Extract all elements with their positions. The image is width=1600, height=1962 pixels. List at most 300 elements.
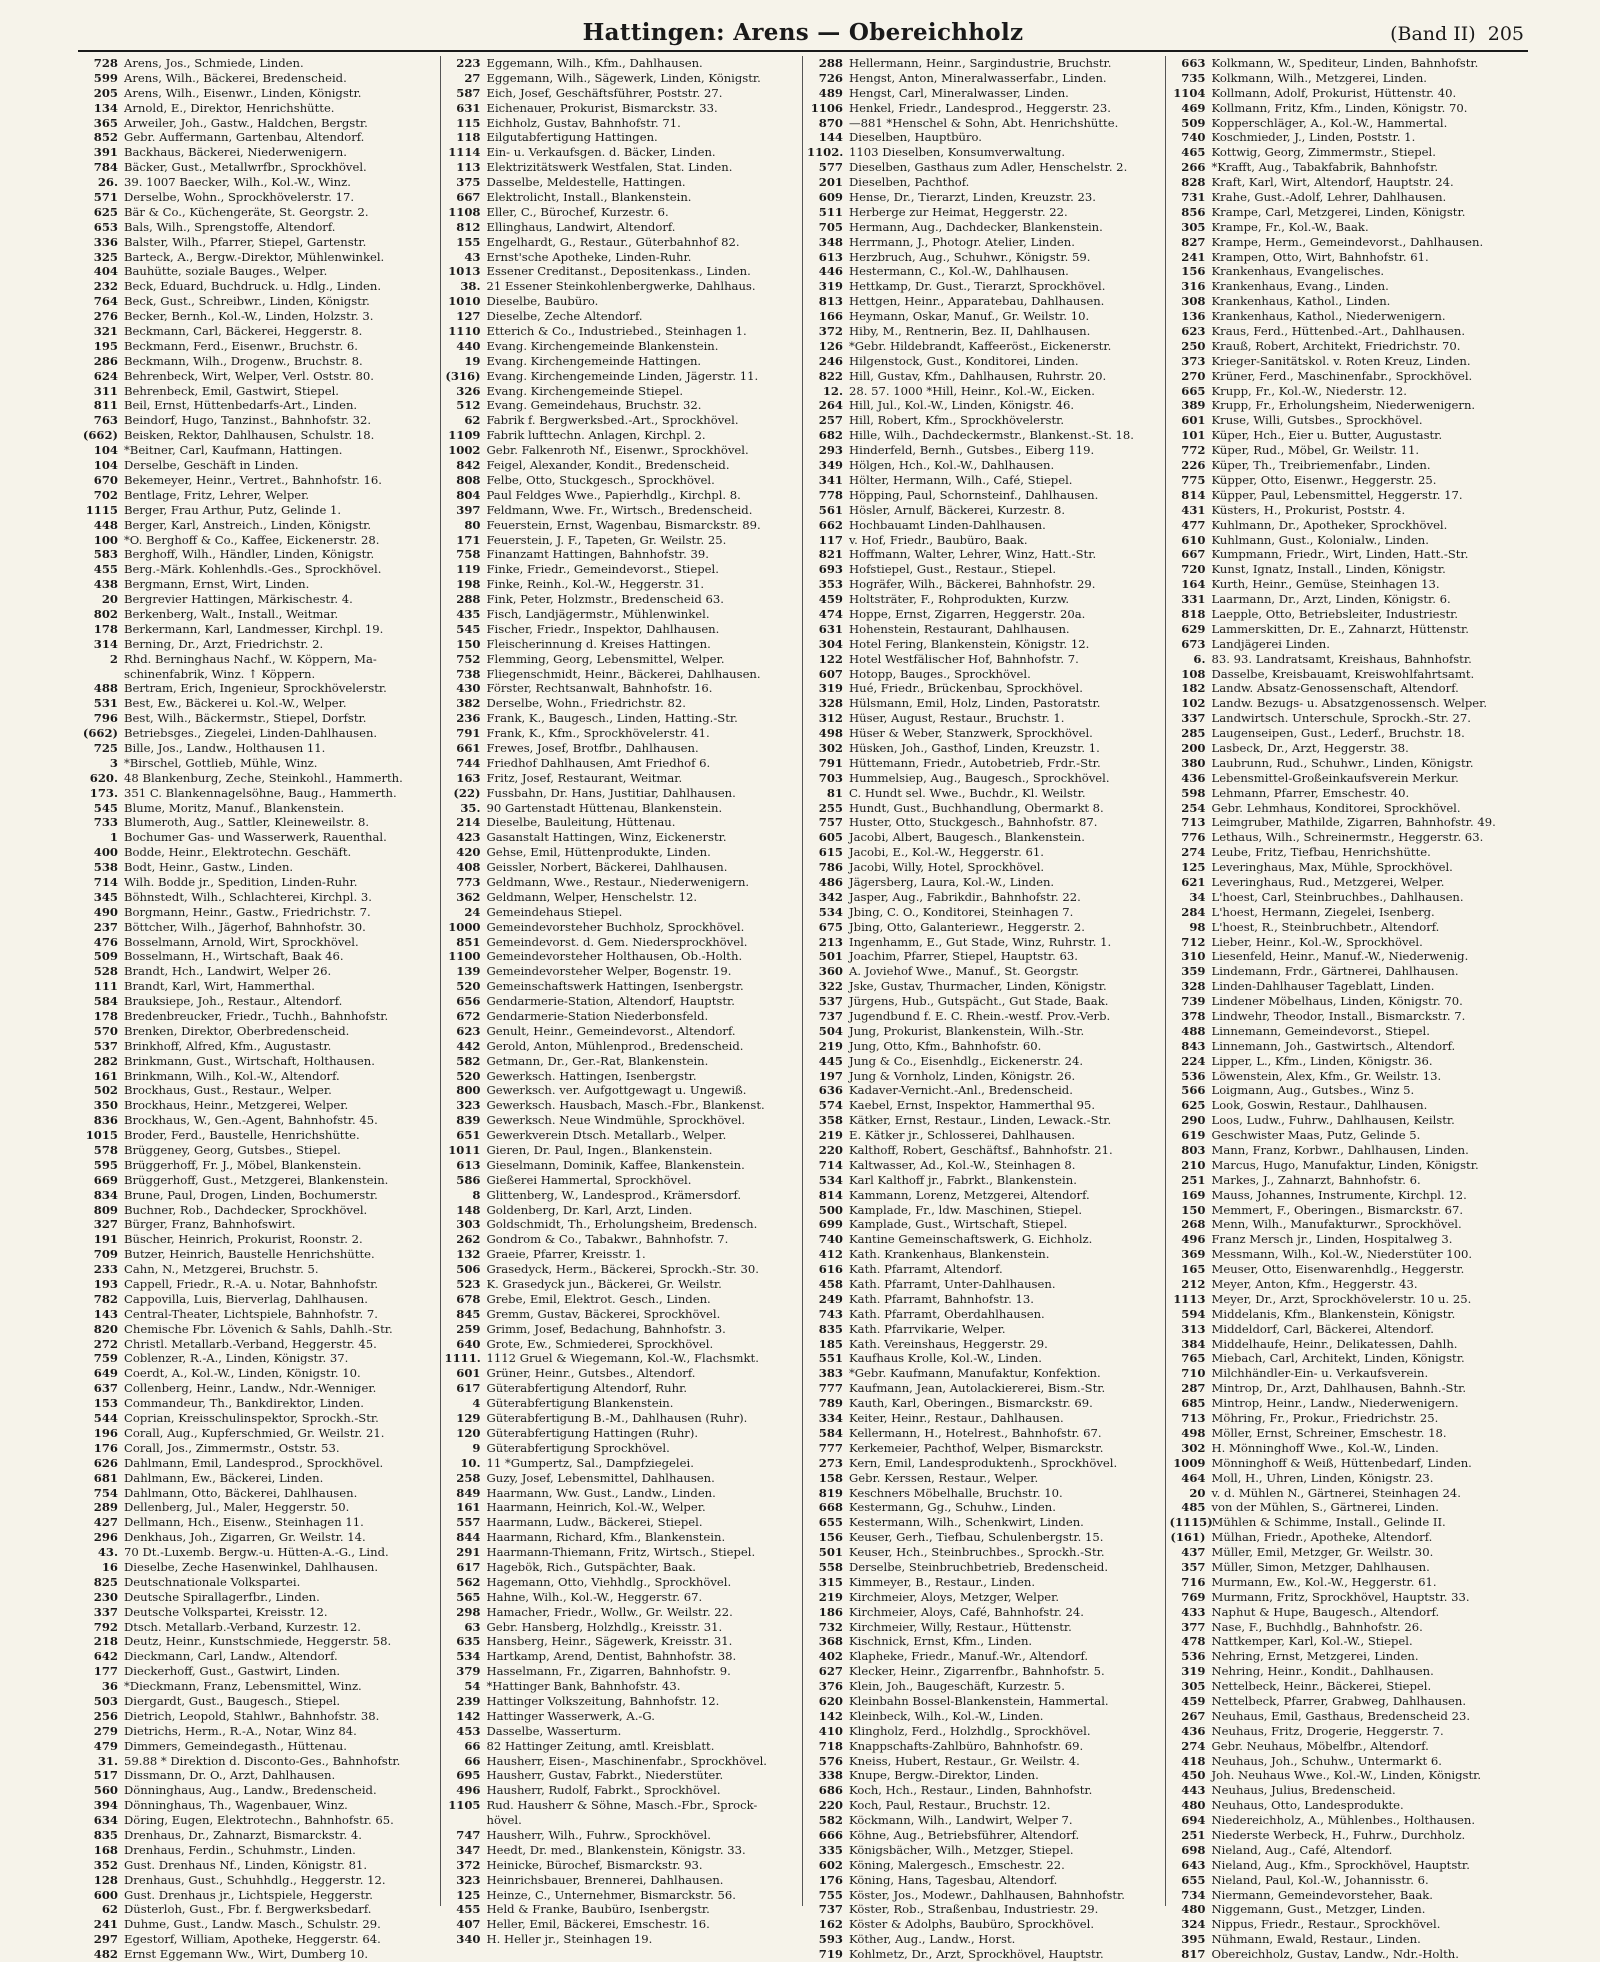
entry-phone-number: 605 bbox=[818, 830, 843, 845]
directory-entry bbox=[82, 1366, 436, 1381]
directory-entry bbox=[1170, 1292, 1525, 1307]
entry-phone-number: 738 bbox=[456, 666, 481, 681]
entry-text: Bertram, Erich, Ingenieur, Sprockhövelerstr. bbox=[124, 681, 387, 696]
entry-phone-number: 297 bbox=[93, 1932, 118, 1947]
entry-text: Mönninghoff & Weiß, Hüttenbedarf, Linden. bbox=[1211, 1455, 1472, 1470]
entry-phone-number: 698 bbox=[1181, 1842, 1206, 1857]
directory-entry bbox=[807, 786, 1161, 801]
entry-phone-number: 349 bbox=[818, 458, 843, 473]
entry-phone-number: 1013 bbox=[448, 264, 481, 279]
directory-entry bbox=[82, 1709, 436, 1724]
directory-entry bbox=[1170, 949, 1525, 964]
entry-phone-number: 38. bbox=[460, 279, 481, 294]
entry-phone-number: 324 bbox=[1181, 1917, 1206, 1932]
entry-phone-number: 19 bbox=[464, 353, 481, 368]
entry-phone-number: 43. bbox=[97, 1545, 118, 1560]
entry-phone-number: 327 bbox=[93, 1217, 118, 1232]
directory-entry bbox=[807, 1560, 1161, 1575]
entry-phone-number: 625 bbox=[93, 204, 118, 219]
directory-entry bbox=[445, 1009, 799, 1024]
entry-text: Krankenhaus, Kathol., Linden. bbox=[1211, 294, 1391, 309]
directory-entry bbox=[445, 1471, 799, 1486]
directory-entry bbox=[1170, 130, 1525, 145]
entry-text: Dellenberg, Jul., Maler, Heggerstr. 50. bbox=[124, 1500, 350, 1515]
entry-phone-number: 142 bbox=[456, 1708, 481, 1723]
entry-text: Evang. Kirchengemeinde Blankenstein. bbox=[486, 338, 719, 353]
directory-entry bbox=[807, 1932, 1161, 1947]
directory-entry bbox=[807, 1679, 1161, 1694]
entry-phone-number: 26. bbox=[97, 175, 118, 190]
entry-text: Gebr. Falkenroth Nf., Eisenwr., Sprockhövel. bbox=[486, 443, 749, 458]
entry-text: Köckmann, Wilh., Landwirt, Welper 7. bbox=[849, 1813, 1073, 1828]
directory-entry bbox=[1170, 815, 1525, 830]
directory-entry bbox=[1170, 920, 1525, 935]
entry-phone-number: 328 bbox=[1181, 979, 1206, 994]
entry-text: Hölter, Hermann, Wilh., Café, Stiepel. bbox=[849, 472, 1073, 487]
entry-phone-number: 322 bbox=[818, 979, 843, 994]
entry-phone-number: 193 bbox=[93, 1277, 118, 1292]
entry-phone-number: 719 bbox=[818, 1947, 843, 1962]
entry-phone-number: 375 bbox=[456, 175, 481, 190]
entry-text: H. Heller jr., Steinhagen 19. bbox=[486, 1932, 653, 1947]
entry-text: Neuhaus, Otto, Landesprodukte. bbox=[1211, 1798, 1404, 1813]
directory-entry bbox=[807, 1783, 1161, 1798]
entry-text: Küper, Hch., Eier u. Butter, Augustastr. bbox=[1211, 428, 1443, 443]
entry-phone-number: 663 bbox=[1181, 56, 1206, 70]
entry-text: Kurth, Heinr., Gemüse, Steinhagen 13. bbox=[1211, 577, 1440, 592]
directory-entry bbox=[807, 116, 1161, 131]
entry-text: Koch, Paul, Restaur., Bruchstr. 12. bbox=[849, 1798, 1051, 1813]
entry-text: Leveringhaus, Max, Mühle, Sprockhövel. bbox=[1211, 860, 1453, 875]
directory-entry bbox=[807, 994, 1161, 1009]
directory-entry bbox=[82, 1203, 436, 1218]
entry-phone-number: 402 bbox=[818, 1649, 843, 1664]
entry-text: Betriebsges., Ziegelei, Linden-Dahlhausen. bbox=[124, 726, 378, 741]
entry-text: Geissler, Norbert, Bäckerei, Dahlhausen. bbox=[486, 860, 728, 875]
entry-text: Dimmers, Gemeindegasth., Hüttenau. bbox=[124, 1738, 347, 1753]
entry-phone-number: 814 bbox=[818, 1187, 843, 1202]
directory-entry bbox=[82, 964, 436, 979]
entry-text: Fabrik lufttechn. Anlagen, Kirchpl. 2. bbox=[486, 428, 706, 443]
directory-entry bbox=[807, 681, 1161, 696]
entry-phone-number: 236 bbox=[456, 711, 481, 726]
entry-text: Köster, Rob., Straßenbau, Industriestr. 29. bbox=[849, 1902, 1099, 1917]
entry-text: Neuhaus, Emil, Gasthaus, Bredenscheid 23. bbox=[1211, 1708, 1471, 1723]
directory-entry bbox=[1170, 964, 1525, 979]
entry-text: Möhring, Fr., Prokur., Friedrichstr. 25. bbox=[1211, 1411, 1439, 1426]
directory-entry bbox=[82, 1634, 436, 1649]
directory-entry bbox=[445, 1739, 799, 1754]
entry-phone-number: 1015 bbox=[85, 1128, 118, 1143]
entry-text: Kraus, Ferd., Hüttenbed.-Art., Dahlhausen. bbox=[1211, 324, 1466, 339]
entry-phone-number: 445 bbox=[818, 1053, 843, 1068]
directory-entry bbox=[1170, 324, 1525, 339]
entry-phone-number: 312 bbox=[818, 711, 843, 726]
entry-text: Loos, Ludw., Fuhrw., Dahlhausen, Keilstr. bbox=[1211, 1113, 1455, 1128]
directory-entry bbox=[82, 592, 436, 607]
entry-text: Broder, Ferd., Baustelle, Henrichshütte. bbox=[124, 1128, 360, 1143]
directory-entry bbox=[1170, 1500, 1525, 1515]
entry-phone-number: 115 bbox=[456, 115, 481, 130]
entry-phone-number: 1113 bbox=[1173, 1291, 1206, 1306]
entry-phone-number: 477 bbox=[1181, 517, 1206, 532]
entry-phone-number: 270 bbox=[1181, 368, 1206, 383]
entry-text: Hoffmann, Walter, Lehrer, Winz, Hatt.-Str. bbox=[849, 547, 1097, 562]
entry-phone-number: 395 bbox=[1181, 1932, 1206, 1947]
directory-entry bbox=[1170, 145, 1525, 160]
directory-entry bbox=[807, 756, 1161, 771]
entry-phone-number: 763 bbox=[93, 413, 118, 428]
directory-entry bbox=[82, 994, 436, 1009]
entry-text: Dieselben, Gasthaus zum Adler, Henschelstr. 2. bbox=[849, 160, 1128, 175]
entry-phone-number: 8 bbox=[472, 1187, 481, 1202]
directory-entry bbox=[807, 86, 1161, 101]
entry-phone-number: 615 bbox=[818, 845, 843, 860]
entry-text: Küpper, Paul, Lebensmittel, Heggerstr. 17. bbox=[1211, 487, 1463, 502]
entry-phone-number: 560 bbox=[93, 1783, 118, 1798]
directory-entry bbox=[1170, 1322, 1525, 1337]
entry-text: Hué, Friedr., Brückenbau, Sprockhövel. bbox=[849, 681, 1083, 696]
entry-phone-number: 784 bbox=[93, 160, 118, 175]
directory-entry bbox=[82, 756, 436, 771]
entry-text: Evang. Kirchengemeinde Hattingen. bbox=[486, 353, 702, 368]
directory-entry bbox=[445, 1500, 799, 1515]
entry-text: Hille, Wilh., Dachdeckermstr., Blankenst.-St. 18. bbox=[849, 428, 1134, 443]
directory-entry bbox=[82, 1515, 436, 1530]
directory-entry bbox=[1170, 250, 1525, 265]
entry-text: Jugendbund f. E. C. Rhein.-westf. Prov.-Verb. bbox=[849, 1009, 1111, 1023]
directory-entry bbox=[807, 1724, 1161, 1739]
entry-phone-number: 325 bbox=[93, 249, 118, 264]
entry-phone-number: 651 bbox=[456, 1128, 481, 1143]
entry-text: Hettkamp, Dr. Gust., Tierarzt, Sprockhövel. bbox=[849, 279, 1106, 294]
directory-entry bbox=[807, 1768, 1161, 1783]
entry-phone-number: 164 bbox=[1181, 577, 1206, 592]
entry-phone-number: 169 bbox=[1181, 1187, 1206, 1202]
directory-entry bbox=[1170, 1932, 1525, 1947]
entry-text: Essener Creditanst., Depositenkass., Linden. bbox=[486, 264, 751, 279]
entry-text: Lindener Möbelhaus, Linden, Königstr. 70. bbox=[1211, 994, 1463, 1009]
entry-text: Landw. Absatz-Genossenschaft, Altendorf. bbox=[1211, 681, 1459, 696]
entry-text: Kadaver-Vernicht.-Anl., Bredenscheid. bbox=[849, 1083, 1073, 1098]
entry-phone-number: 314 bbox=[93, 636, 118, 651]
directory-entry bbox=[807, 652, 1161, 667]
directory-entry bbox=[82, 473, 436, 488]
entry-text: Deutz, Heinr., Kunstschmiede, Heggerstr. 58. bbox=[124, 1634, 392, 1649]
entry-phone-number: 219 bbox=[818, 1038, 843, 1053]
entry-phone-number: 737 bbox=[818, 1009, 843, 1023]
entry-text: Naphut & Hupe, Baugesch., Altendorf. bbox=[1211, 1604, 1440, 1619]
entry-text: Lehmann, Pfarrer, Emschestr. 40. bbox=[1211, 785, 1410, 800]
entry-text: Landwirtsch. Unterschule, Sprockh.-Str. 27. bbox=[1211, 711, 1471, 726]
directory-entry bbox=[445, 1322, 799, 1337]
entry-text: Dieselbe, Zeche Altendorf. bbox=[486, 309, 643, 324]
directory-entry bbox=[1170, 1798, 1525, 1813]
directory-entry bbox=[82, 547, 436, 562]
entry-phone-number: 311 bbox=[93, 383, 118, 398]
entry-text: Heinicke, Bürochef, Bismarckstr. 93. bbox=[486, 1857, 703, 1872]
entry-text: Fussbahn, Dr. Hans, Justitiar, Dahlhausen. bbox=[486, 785, 736, 800]
entry-phone-number: 313 bbox=[1181, 1321, 1206, 1336]
entry-text: Elektrolicht, Install., Blankenstein. bbox=[486, 190, 692, 205]
entry-text: Derselbe, Steinbruchbetrieb, Bredenscheid. bbox=[849, 1559, 1109, 1574]
entry-text: C. Hundt sel. Wwe., Buchdr., Kl. Weilstr. bbox=[849, 785, 1086, 800]
entry-text: Gemeinschaftswerk Hattingen, Isenbergstr. bbox=[486, 979, 744, 994]
entry-phone-number: 389 bbox=[1181, 398, 1206, 413]
directory-entry bbox=[445, 250, 799, 265]
entry-phone-number: 870 bbox=[818, 115, 843, 130]
entry-phone-number: 128 bbox=[93, 1872, 118, 1887]
directory-entry bbox=[807, 1009, 1161, 1024]
entry-phone-number: 176 bbox=[93, 1440, 118, 1455]
directory-entry bbox=[807, 1277, 1161, 1292]
directory-entry bbox=[82, 160, 436, 175]
directory-entry bbox=[82, 1143, 436, 1158]
directory-entry bbox=[445, 1381, 799, 1396]
entry-text: Berkermann, Karl, Landmesser, Kirchpl. 19. bbox=[124, 621, 384, 636]
directory-entry bbox=[445, 1307, 799, 1322]
entry-phone-number: 335 bbox=[818, 1842, 843, 1857]
entry-text: Arens, Wilh., Bäckerei, Bredenscheid. bbox=[124, 70, 347, 85]
entry-text: Krauß, Robert, Architekt, Friedrichstr. 70. bbox=[1211, 338, 1461, 353]
directory-entry bbox=[1170, 220, 1525, 235]
entry-text: Middeldorf, Carl, Bäckerei, Altendorf. bbox=[1211, 1321, 1434, 1336]
entry-text: Hüser, August, Restaur., Bruchstr. 1. bbox=[849, 711, 1065, 726]
entry-phone-number: 213 bbox=[818, 934, 843, 949]
entry-text: Gemeindevorsteher Holthausen, Ob.-Holth. bbox=[486, 949, 743, 964]
page-title: Hattingen: Arens — Obereichholz bbox=[582, 19, 1024, 46]
directory-entry bbox=[807, 637, 1161, 652]
directory-entry bbox=[1170, 1262, 1525, 1277]
entry-text: Rud. Hausherr & Söhne, Masch.-Fbr., Sprock- bbox=[486, 1798, 758, 1813]
entry-phone-number: 404 bbox=[93, 264, 118, 279]
directory-entry bbox=[807, 726, 1161, 741]
directory-entry bbox=[1170, 771, 1525, 786]
entry-text: Krankenhaus, Kathol., Niederwenigern. bbox=[1211, 309, 1446, 324]
directory-entry bbox=[82, 264, 436, 279]
entry-phone-number: 438 bbox=[93, 577, 118, 592]
directory-entry bbox=[82, 1947, 436, 1962]
directory-entry bbox=[445, 1039, 799, 1054]
entry-text: Berg.-Märk. Kohlenhdls.-Ges., Sprockhövel. bbox=[124, 562, 382, 577]
entry-phone-number: 34 bbox=[1189, 889, 1206, 904]
directory-entry bbox=[807, 562, 1161, 577]
entry-phone-number: 98 bbox=[1189, 919, 1206, 934]
entry-phone-number: (662) bbox=[82, 726, 118, 741]
entry-text: Graeie, Pfarrer, Kreisstr. 1. bbox=[486, 1247, 646, 1262]
directory-entry bbox=[807, 830, 1161, 845]
directory-entry bbox=[807, 205, 1161, 220]
entry-text: Wilh. Bodde jr., Spedition, Linden-Ruhr. bbox=[124, 874, 358, 889]
directory-entry bbox=[82, 1754, 436, 1769]
entry-phone-number: 241 bbox=[1181, 249, 1206, 264]
entry-phone-number: 24 bbox=[464, 904, 481, 919]
entry-text: Linden-Dahlhauser Tageblatt, Linden. bbox=[1211, 979, 1435, 994]
entry-text: Nippus, Friedr., Restaur., Sprockhövel. bbox=[1211, 1917, 1441, 1932]
entry-phone-number: 726 bbox=[818, 70, 843, 85]
entry-text: Keschners Möbelhalle, Bruchstr. 10. bbox=[849, 1485, 1063, 1500]
entry-text: Berghoff, Wilh., Händler, Linden, Königstr. bbox=[124, 547, 375, 562]
directory-entry bbox=[807, 1530, 1161, 1545]
directory-entry bbox=[1170, 607, 1525, 622]
entry-text: Backhaus, Bäckerei, Niederwenigern. bbox=[124, 145, 347, 160]
entry-phone-number: 455 bbox=[93, 562, 118, 577]
directory-entry bbox=[1170, 1456, 1525, 1471]
entry-text: Guzy, Josef, Lebensmittel, Dahlhausen. bbox=[486, 1470, 715, 1485]
directory-entry bbox=[445, 503, 799, 518]
directory-entry bbox=[1170, 1277, 1525, 1292]
entry-text: Gewerksch. Hausbach, Masch.-Fbr., Blankenst. bbox=[486, 1098, 765, 1113]
entry-phone-number: 796 bbox=[93, 711, 118, 726]
directory-entry bbox=[1170, 1724, 1525, 1739]
entry-phone-number: 675 bbox=[818, 919, 843, 934]
directory-entry bbox=[82, 458, 436, 473]
entry-text: Nattkemper, Karl, Kol.-W., Stiepel. bbox=[1211, 1634, 1413, 1649]
entry-phone-number: 201 bbox=[818, 175, 843, 190]
entry-text: Kraft, Karl, Wirt, Altendorf, Hauptstr. 24. bbox=[1211, 175, 1454, 190]
entry-text: Geldmann, Wwe., Restaur., Niederwenigern. bbox=[486, 874, 750, 889]
entry-text: Brune, Paul, Drogen, Linden, Bochumerstr. bbox=[124, 1187, 378, 1202]
directory-entry bbox=[807, 1649, 1161, 1664]
directory-entry bbox=[1170, 741, 1525, 756]
directory-entry bbox=[807, 443, 1161, 458]
entry-text: Getmann, Dr., Ger.-Rat, Blankenstein. bbox=[486, 1053, 709, 1068]
directory-entry bbox=[82, 1724, 436, 1739]
entry-phone-number: 196 bbox=[93, 1425, 118, 1440]
entry-text: Jürgens, Hub., Gutspächt., Gut Stade, Baak. bbox=[849, 994, 1109, 1009]
entry-text: A. Joviehof Wwe., Manuf., St. Georgstr. bbox=[849, 964, 1079, 979]
entry-phone-number: 448 bbox=[93, 517, 118, 532]
entry-text: Hellermann, Heinr., Sargindustrie, Bruchstr. bbox=[849, 56, 1112, 70]
entry-text: Cappell, Friedr., R.-A. u. Notar, Bahnhofstr. bbox=[124, 1277, 379, 1292]
entry-text: Nieland, Aug., Kfm., Sprockhövel, Hauptstr. bbox=[1211, 1857, 1470, 1872]
directory-entry bbox=[1170, 160, 1525, 175]
entry-text: Laubrunn, Rud., Schuhwr., Linden, Königstr. bbox=[1211, 755, 1474, 770]
entry-text: Arens, Jos., Schmiede, Linden. bbox=[124, 56, 304, 70]
directory-entry bbox=[1170, 1024, 1525, 1039]
entry-phone-number: 410 bbox=[818, 1723, 843, 1738]
entry-text: Kantine Gemeinschaftswerk, G. Eichholz. bbox=[849, 1232, 1093, 1247]
directory-entry bbox=[807, 1456, 1161, 1471]
directory-entry bbox=[807, 101, 1161, 116]
entry-text: Hummelsiep, Aug., Baugesch., Sprockhövel. bbox=[849, 770, 1110, 785]
entry-phone-number: 9 bbox=[472, 1440, 481, 1455]
directory-entry bbox=[1170, 294, 1525, 309]
entry-text: Koschmieder, J., Linden, Poststr. 1. bbox=[1211, 130, 1416, 145]
directory-entry bbox=[82, 801, 436, 816]
entry-phone-number: 621 bbox=[1181, 874, 1206, 889]
directory-entry bbox=[807, 1366, 1161, 1381]
entry-text: Paul Feldges Wwe., Papierhdlg., Kirchpl. 8. bbox=[486, 487, 741, 502]
directory-entry bbox=[1170, 994, 1525, 1009]
directory-entry bbox=[1170, 1337, 1525, 1352]
directory-entry bbox=[82, 577, 436, 592]
entry-phone-number: 1104 bbox=[1173, 85, 1206, 100]
directory-entry bbox=[1170, 1098, 1525, 1113]
entry-text: Krieger-Sanitätskol. v. Roten Kreuz, Linden. bbox=[1211, 353, 1471, 368]
entry-text: Ingenhamm, E., Gut Stade, Winz, Ruhrstr. 1. bbox=[849, 934, 1112, 949]
entry-phone-number: 607 bbox=[818, 666, 843, 681]
entry-phone-number: 352 bbox=[93, 1857, 118, 1872]
entry-text: Arweiler, Joh., Gastw., Haldchen, Bergstr. bbox=[124, 115, 368, 130]
entry-phone-number: 578 bbox=[93, 1143, 118, 1158]
entry-phone-number: 373 bbox=[1181, 353, 1206, 368]
directory-entry bbox=[445, 339, 799, 354]
entry-text: Haarmann, Ludw., Bäckerei, Stiepel. bbox=[486, 1515, 703, 1530]
directory-entry bbox=[1170, 1143, 1525, 1158]
entry-phone-number: 150 bbox=[1181, 1202, 1206, 1217]
entry-phone-number: 1110 bbox=[448, 324, 481, 339]
entry-phone-number: 431 bbox=[1181, 502, 1206, 517]
entry-phone-number: 712 bbox=[1181, 934, 1206, 949]
entry-phone-number: 758 bbox=[456, 547, 481, 562]
entry-text: Gemeindevorst. d. Gem. Niedersprockhövel. bbox=[486, 934, 748, 949]
entry-text: Brenken, Direktor, Oberbredenscheid. bbox=[124, 1023, 350, 1038]
directory-entry bbox=[1170, 533, 1525, 548]
directory-entry bbox=[445, 324, 799, 339]
entry-text: Fleischerinnung d. Kreises Hattingen. bbox=[486, 636, 711, 651]
entry-text: 48 Blankenburg, Zeche, Steinkohl., Hammerth. bbox=[124, 770, 403, 785]
entry-text: Obereichholz, Gustav, Landw., Ndr.-Holth. bbox=[1211, 1947, 1459, 1962]
entry-text: Jasper, Aug., Fabrikdir., Bahnhofstr. 22. bbox=[849, 889, 1081, 904]
directory-entry bbox=[807, 175, 1161, 190]
entry-text: Feuerstein, J. F., Tapeten, Gr. Weilstr. 25. bbox=[486, 532, 727, 547]
entry-phone-number: 642 bbox=[93, 1649, 118, 1664]
directory-entry bbox=[82, 1843, 436, 1858]
entry-text: Finke, Friedr., Gemeindevorst., Stiepel. bbox=[486, 562, 719, 577]
directory-entry bbox=[807, 473, 1161, 488]
directory-entry bbox=[807, 696, 1161, 711]
entry-phone-number: 272 bbox=[93, 1336, 118, 1351]
directory-entry bbox=[445, 1173, 799, 1188]
directory-entry bbox=[445, 577, 799, 592]
entry-phone-number: 420 bbox=[456, 845, 481, 860]
entry-phone-number: 31. bbox=[97, 1753, 118, 1768]
directory-entry bbox=[82, 696, 436, 711]
entry-phone-number: 101 bbox=[1181, 428, 1206, 443]
entry-phone-number: 1102. bbox=[807, 145, 844, 160]
entry-text: Behrenbeck, Emil, Gastwirt, Stiepel. bbox=[124, 383, 339, 398]
entry-text: Marcus, Hugo, Manufaktur, Linden, Königstr. bbox=[1211, 1157, 1479, 1172]
directory-entry bbox=[445, 1530, 799, 1545]
entry-phone-number: 538 bbox=[93, 860, 118, 875]
entry-phone-number: 319 bbox=[818, 681, 843, 696]
directory-entry bbox=[82, 1426, 436, 1441]
entry-phone-number: 331 bbox=[1181, 592, 1206, 607]
entry-text: Koch, Hch., Restaur., Linden, Bahnhofstr. bbox=[849, 1783, 1093, 1798]
entry-phone-number: 323 bbox=[456, 1098, 481, 1113]
entry-text: Gremm, Gustav, Bäckerei, Sprockhövel. bbox=[486, 1306, 721, 1321]
directory-entry bbox=[807, 235, 1161, 250]
directory-columns bbox=[78, 56, 1528, 1962]
entry-text: Dahlmann, Emil, Landesprod., Sprockhövel. bbox=[124, 1455, 384, 1470]
entry-phone-number: 259 bbox=[456, 1321, 481, 1336]
entry-phone-number: 710 bbox=[1181, 1366, 1206, 1381]
entry-phone-number: 372 bbox=[456, 1857, 481, 1872]
entry-phone-number: 624 bbox=[93, 368, 118, 383]
entry-text: Leimgruber, Mathilde, Zigarren, Bahnhofstr. 49. bbox=[1211, 815, 1496, 830]
entry-phone-number: 732 bbox=[818, 1619, 843, 1634]
directory-entry bbox=[82, 1098, 436, 1113]
entry-phone-number: 531 bbox=[93, 696, 118, 711]
entry-phone-number: 835 bbox=[93, 1827, 118, 1842]
directory-entry bbox=[445, 488, 799, 503]
directory-entry bbox=[1170, 681, 1525, 696]
entry-phone-number: 358 bbox=[818, 1113, 843, 1128]
entry-text: Kuhlmann, Gust., Kolonialw., Linden. bbox=[1211, 532, 1429, 547]
entry-text: Hengst, Anton, Mineralwasserfabr., Linden. bbox=[849, 70, 1107, 85]
entry-phone-number: 239 bbox=[456, 1693, 481, 1708]
